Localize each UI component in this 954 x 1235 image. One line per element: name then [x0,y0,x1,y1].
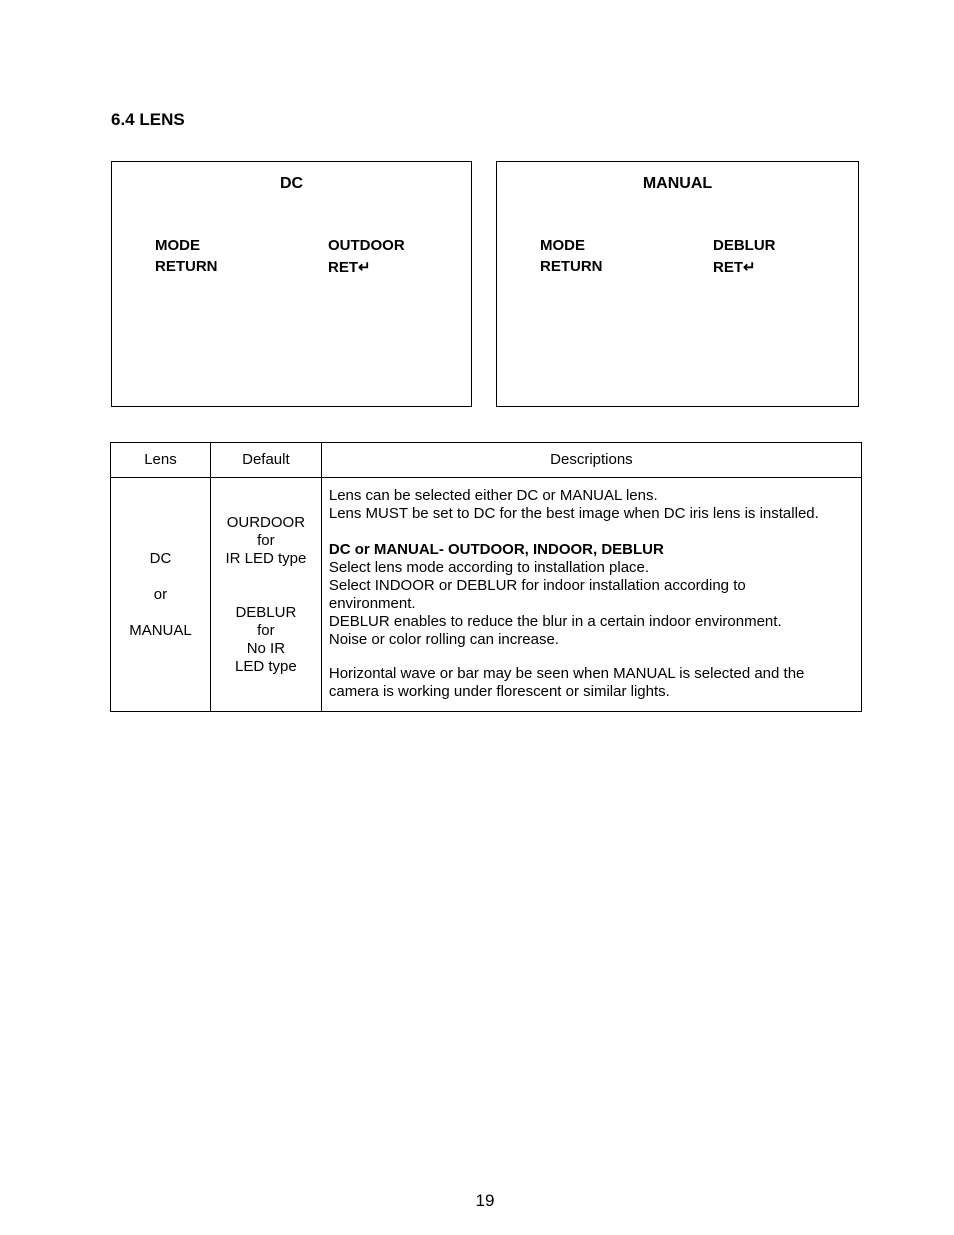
default-ir-line1: OURDOOR [226,513,306,531]
manual-menu-return-row [540,258,840,279]
table-row [111,478,862,712]
lens-option-or: or [153,585,168,603]
manual-menu-title: MANUAL [642,175,713,192]
manual-mode-value: DEBLUR [713,237,776,254]
dc-mode-value: OUTDOOR [328,237,405,254]
manual-mode-label: MODE [540,237,585,254]
header-lens: Lens [111,443,211,478]
manual-return-label: RETURN [540,258,603,275]
manual-return-value: RET↵ [713,259,756,276]
lens-cell [111,478,211,712]
manual-menu-panel [496,161,859,407]
desc-line: environment. [328,595,416,612]
default-noir-line4: LED type [235,657,297,675]
default-ir-line2: for [257,531,275,549]
header-default: Default [210,443,321,478]
lens-option-dc: DC [149,549,172,567]
dc-mode-label: MODE [155,237,200,254]
default-noir-line3: No IR [246,639,286,657]
dc-menu-title: DC [279,175,304,192]
dc-return-label: RETURN [155,258,218,275]
desc-line: Horizontal wave or bar may be seen when MANUAL is selected and the [328,665,805,682]
desc-line: Select lens mode according to installation place. [328,559,650,576]
manual-menu-mode-row [540,237,840,258]
lens-option-manual: MANUAL [129,621,192,639]
default-noir-line1: DEBLUR [235,603,297,621]
dc-menu-panel [111,161,472,407]
dc-return-value: RET↵ [328,259,371,276]
desc-line: Lens MUST be set to DC for the best image when DC iris lens is installed. [328,505,819,522]
description-cell [321,478,861,712]
table-header-row [111,443,862,478]
desc-heading: DC or MANUAL- OUTDOOR, INDOOR, DEBLUR [328,541,664,558]
default-noir-line2: for [257,621,275,639]
default-ir-line3: IR LED type [225,549,307,567]
section-title: 6.4 LENS [111,110,185,129]
dc-menu-mode-row [155,237,455,258]
page-number: 19 [475,1191,495,1210]
desc-line: DEBLUR enables to reduce the blur in a certain indoor environment. [328,613,782,630]
default-cell [210,478,321,712]
header-descriptions: Descriptions [321,443,861,478]
desc-line: Noise or color rolling can increase. [328,631,559,648]
desc-line: Lens can be selected either DC or MANUAL lens. [328,487,658,504]
lens-settings-table [110,442,862,712]
dc-menu-return-row [155,258,455,279]
desc-line: camera is working under florescent or similar lights. [328,683,670,700]
desc-line: Select INDOOR or DEBLUR for indoor installation according to [328,577,746,594]
